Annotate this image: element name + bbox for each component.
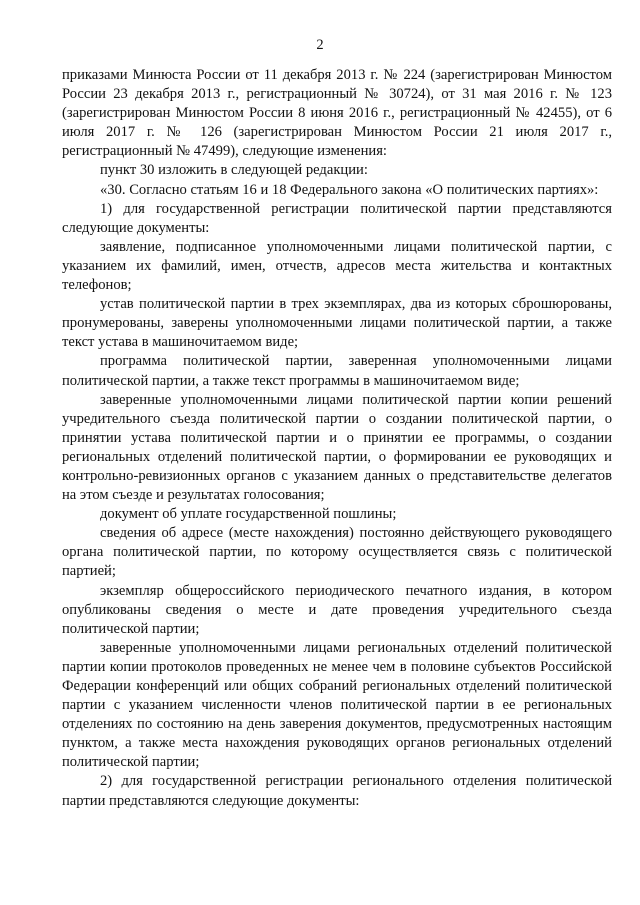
paragraph: «30. Согласно статьям 16 и 18 Федерального закона «О политических партиях»: xyxy=(100,181,599,198)
page-number: 2 xyxy=(316,37,324,53)
paragraph: пункт 30 изложить в следующей редакции: xyxy=(100,162,368,179)
paragraph: сведения об адресе (месте нахождения) постоянно действующего руководящего органа политической партии, по которому осуществляется связь с политической партией; xyxy=(62,525,612,580)
paragraph: 1) для государственной регистрации политической партии представляются следующие документы: xyxy=(62,200,612,236)
paragraph: заверенные уполномоченными лицами политической партии копии решений учредительного съезда политической партии о создании политической партии, о принятии устава политической партии и о принятии ее программы, о создании региональных отделений политической партии, о формировании ее руководящих и контрольно-ревизионных органов с указанием данных о представительстве делегатов на этом съезде и результатах голосования; xyxy=(62,391,612,504)
paragraph: устав политической партии в трех экземплярах, два из которых сброшюрованы, пронумерованы, заверены уполномоченными лицами политической партии, а также текст устава в машиночитаемом виде; xyxy=(62,296,612,351)
paragraph: 2) для государственной регистрации регионального отделения политической партии представляются следующие документы: xyxy=(62,773,612,809)
paragraph: приказами Минюста России от 11 декабря 2013 г. № 224 (зарегистрирован Минюстом России 23 декабря 2013 г., регистрационный № 30724), от 31 мая 2016 г. № 123 (зарегистрирован Минюстом России 8 июня 2016 г., регистрационный № 42455), от 6 июля 2017 г. № 126 (зарегистрирован Минюстом России 21 июля 2017 г., регистрационный № 47499), следующие изменения: xyxy=(62,67,612,160)
paragraph: заявление, подписанное уполномоченными лицами политической партии, с указанием их фамилий, имен, отчеств, адресов места жительства и контактных телефонов; xyxy=(62,238,612,294)
document-body xyxy=(62,66,612,811)
paragraph: документ об уплате государственной пошлины; xyxy=(100,506,397,523)
paragraph: экземпляр общероссийского периодического печатного издания, в котором опубликованы сведения о месте и дате проведения учредительного съезда политической партии; xyxy=(62,582,612,637)
paragraph: программа политической партии, заверенная уполномоченными лицами политической партии, а также текст программы в машиночитаемом виде; xyxy=(62,353,612,389)
paragraph: заверенные уполномоченными лицами региональных отделений политической партии копии протоколов проведенных не менее чем в половине субъектов Российской Федерации конференций или общих собраний региональных отделений политической партии с указанием численности членов политической партии в ее региональных отделениях по состоянию на день заверения документов, предусмотренных настоящим пунктом, а также места нахождения руководящих органов региональных отделений политической партии; xyxy=(62,639,612,771)
